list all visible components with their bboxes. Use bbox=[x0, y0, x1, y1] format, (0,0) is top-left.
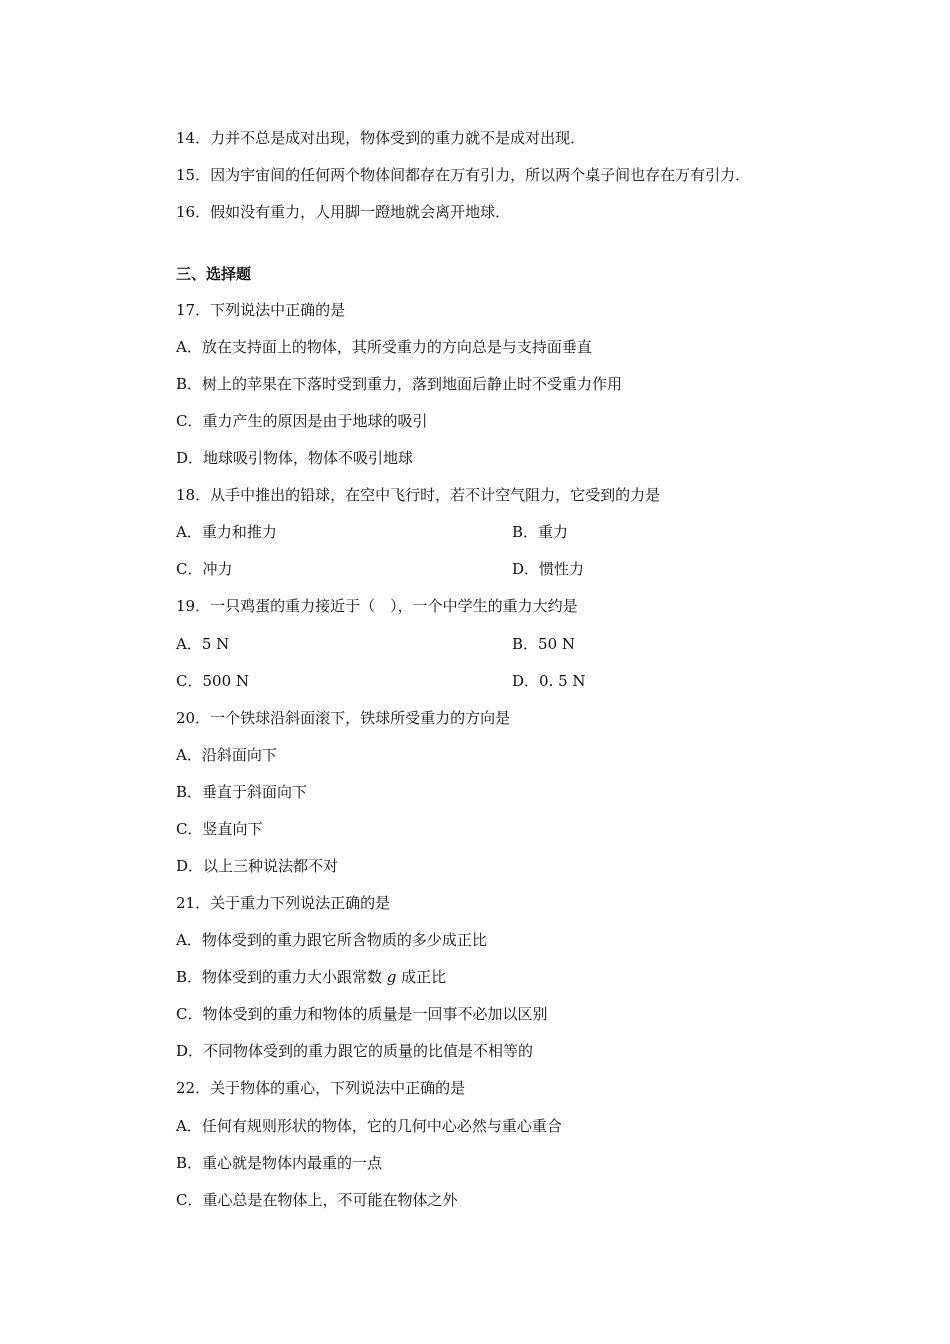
option-22-c: C．重心总是在物体上，不可能在物体之外 bbox=[176, 1191, 458, 1209]
option-18-c: C．冲力 bbox=[176, 560, 233, 578]
option-21-a: A．物体受到的重力跟它所含物质的多少成正比 bbox=[176, 931, 487, 949]
question-number: 14． bbox=[176, 129, 211, 147]
question-text: 因为宇宙间的任何两个物体间都存在万有引力，所以两个桌子间也存在万有引力． bbox=[210, 166, 751, 184]
question-stem: 关于重力下列说法正确的是 bbox=[210, 894, 391, 912]
option-18-a: A．重力和推力 bbox=[176, 523, 277, 541]
question-number: 17． bbox=[176, 301, 211, 319]
option-20-b: B．垂直于斜面向下 bbox=[176, 783, 308, 801]
section-title: 三、选择题 bbox=[176, 265, 252, 283]
options-18-row-2 bbox=[176, 559, 836, 579]
options-18-row-1 bbox=[176, 522, 836, 542]
option-21-b bbox=[176, 967, 446, 987]
question-number: 20． bbox=[176, 709, 211, 727]
question-number: 21． bbox=[176, 894, 211, 912]
option-19-a: A．5 N bbox=[176, 635, 230, 653]
option-17-a: A．放在支持面上的物体，其所受重力的方向总是与支持面垂直 bbox=[176, 338, 592, 356]
statement-16 bbox=[176, 202, 510, 222]
question-text: 力并不总是成对出现，物体受到的重力就不是成对出现． bbox=[210, 129, 586, 147]
question-21 bbox=[176, 893, 390, 913]
question-number: 15． bbox=[176, 166, 211, 184]
question-number: 22． bbox=[176, 1079, 211, 1097]
constant-g: g bbox=[386, 968, 397, 986]
option-22-a: A．任何有规则形状的物体，它的几何中心必然与重心重合 bbox=[176, 1117, 562, 1135]
option-21-d: D．不同物体受到的重力跟它的质量的比值是不相等的 bbox=[176, 1042, 534, 1060]
question-22 bbox=[176, 1078, 465, 1098]
options-19-row-2 bbox=[176, 671, 836, 691]
statement-14 bbox=[176, 128, 585, 148]
question-20 bbox=[176, 708, 510, 728]
option-17-d: D．地球吸引物体，物体不吸引地球 bbox=[176, 449, 414, 467]
question-18 bbox=[176, 485, 660, 505]
question-stem: 一个铁球沿斜面滚下，铁球所受重力的方向是 bbox=[210, 709, 511, 727]
question-17 bbox=[176, 300, 345, 320]
option-19-c: C．500 N bbox=[176, 672, 250, 690]
option-21-b-text: B．物体受到的重力大小跟常数 bbox=[176, 968, 387, 986]
option-18-d: D．惯性力 bbox=[512, 560, 585, 578]
option-20-c: C．竖直向下 bbox=[176, 820, 263, 838]
option-19-d: D．0. 5 N bbox=[512, 672, 586, 690]
question-text: 假如没有重力，人用脚一蹬地就会离开地球． bbox=[210, 203, 511, 221]
question-stem: 下列说法中正确的是 bbox=[210, 301, 346, 319]
options-19-row-1 bbox=[176, 634, 836, 654]
option-17-b: B．树上的苹果在下落时受到重力，落到地面后静止时不受重力作用 bbox=[176, 375, 623, 393]
question-number: 16． bbox=[176, 203, 211, 221]
option-21-c: C．物体受到的重力和物体的质量是一回事不必加以区别 bbox=[176, 1005, 548, 1023]
question-stem: 关于物体的重心，下列说法中正确的是 bbox=[210, 1079, 466, 1097]
question-stem: 一只鸡蛋的重力接近于（ ），一个中学生的重力大约是 bbox=[210, 597, 578, 615]
option-20-a: A．沿斜面向下 bbox=[176, 746, 277, 764]
question-number: 19． bbox=[176, 597, 211, 615]
option-19-b: B．50 N bbox=[512, 635, 576, 653]
option-17-c: C．重力产生的原因是由于地球的吸引 bbox=[176, 412, 428, 430]
question-stem: 从手中推出的铅球，在空中飞行时，若不计空气阻力，它受到的力是 bbox=[210, 486, 661, 504]
statement-15 bbox=[176, 165, 750, 185]
option-22-b: B．重心就是物体内最重的一点 bbox=[176, 1154, 383, 1172]
option-21-b-text-end: 成正比 bbox=[396, 968, 447, 986]
option-20-d: D．以上三种说法都不对 bbox=[176, 857, 339, 875]
question-number: 18． bbox=[176, 486, 211, 504]
question-19 bbox=[176, 596, 578, 616]
option-18-b: B．重力 bbox=[512, 523, 569, 541]
